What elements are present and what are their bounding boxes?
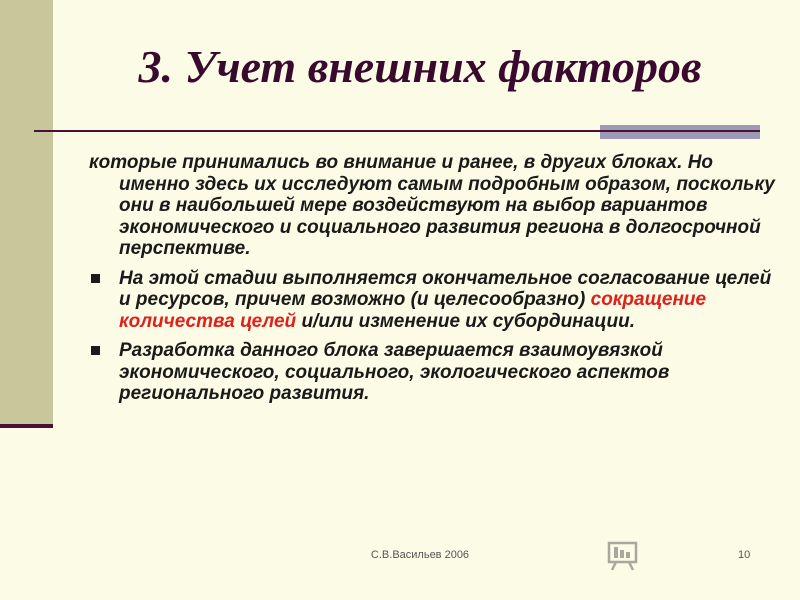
title-accent-bar [600, 125, 760, 139]
bullet-text-end: и/или изменение их субординации. [296, 310, 635, 332]
presentation-board-icon [606, 538, 640, 572]
bullet-text: Разработка данного блока завершается взаимоувязкой экономического, социального, экологического аспектов регионального развития. [119, 340, 670, 404]
square-bullet-icon [91, 274, 100, 283]
slide-title: 3. Учет внешних факторов [138, 41, 702, 92]
highlighted-text: сокращение количества целей [119, 289, 707, 332]
title-divider-overlay [600, 130, 760, 132]
square-bullet-icon [91, 346, 100, 355]
intro-paragraph: которые принимались во внимание и ранее, в других блоках. Но именно здесь их исследуют самым подробным образом, поскольку они в наибольшей мере воздействуют на выбор вариантов экономического и социального развития региона в долгосрочной перспективе. [89, 152, 775, 259]
bullet-item [89, 268, 779, 333]
footer-author: С.В.Васильев 2006 [370, 549, 470, 561]
slide-body [89, 152, 779, 413]
left-bar-underline [0, 424, 53, 428]
page-number: 10 [738, 549, 751, 561]
bullet-item [89, 340, 779, 405]
bullet-text: На этой стадии выполняется окончательное согласование целей и ресурсов, причем возможно (и целесообразно) [119, 267, 772, 310]
